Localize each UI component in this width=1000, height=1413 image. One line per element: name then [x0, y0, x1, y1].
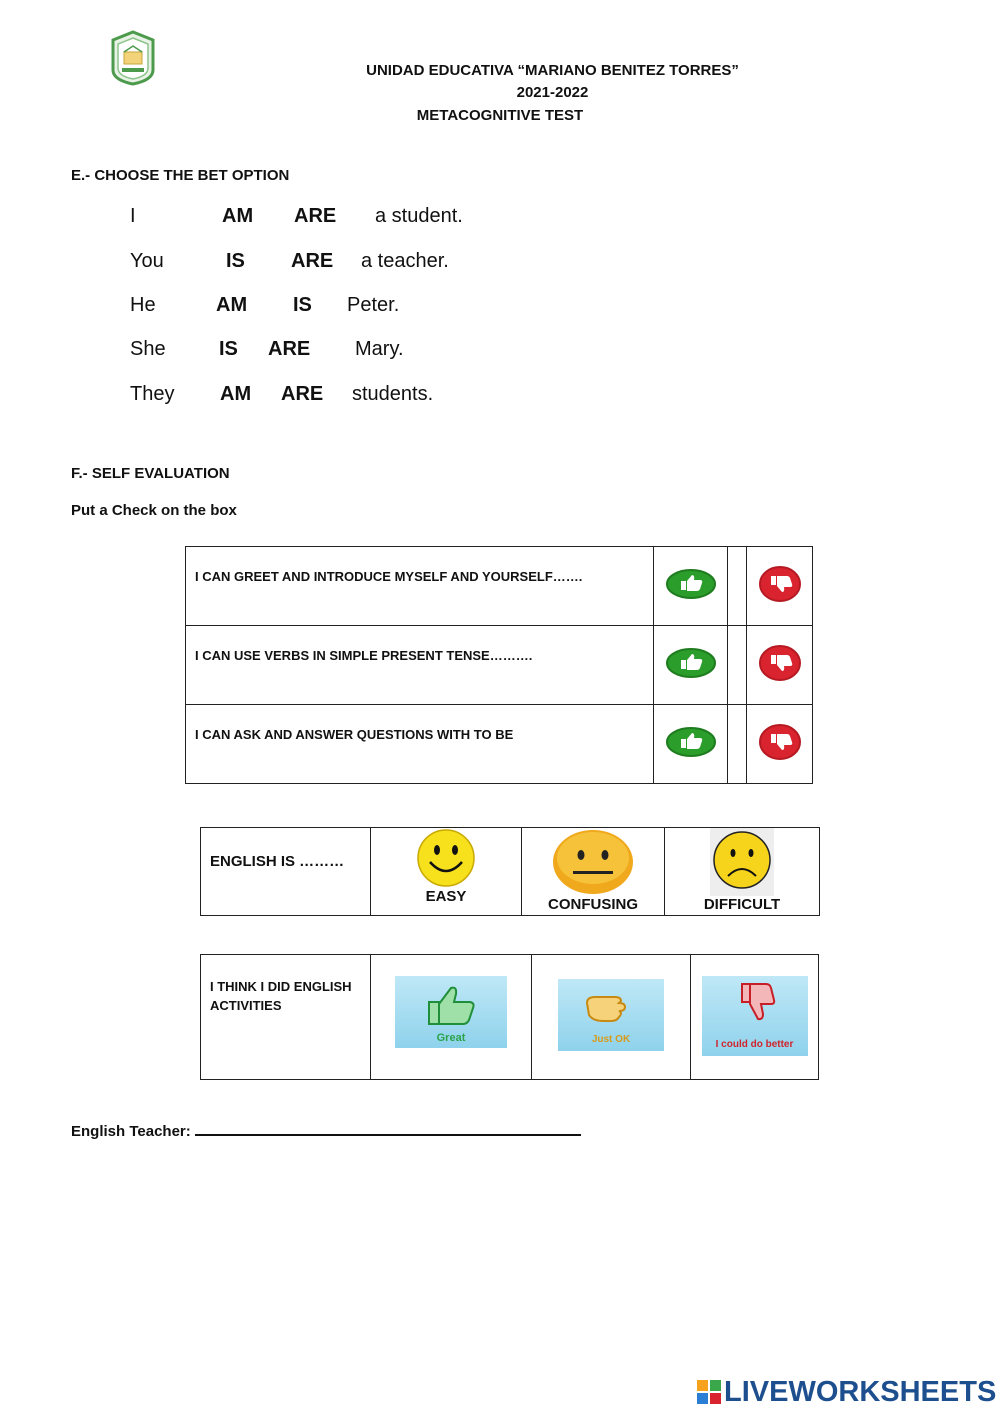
- signature-field[interactable]: [195, 1120, 581, 1136]
- could-do-better-option[interactable]: [691, 955, 819, 1080]
- option-am[interactable]: AM: [220, 383, 252, 405]
- question-rest: Mary.: [355, 338, 404, 360]
- activities-table: [200, 954, 819, 1080]
- question-rest: a teacher.: [361, 250, 449, 272]
- table-row: [186, 626, 813, 705]
- thumbs-down-checkbox[interactable]: [747, 626, 813, 705]
- thumbs-up-icon: [666, 568, 716, 600]
- great-option[interactable]: [371, 955, 532, 1080]
- activities-label: I THINK I DID ENGLISH ACTIVITIES: [201, 955, 371, 1080]
- just-ok-card: [558, 979, 664, 1051]
- smiley-neutral-icon: [551, 828, 635, 896]
- thumbs-down-checkbox[interactable]: [747, 705, 813, 784]
- easy-option[interactable]: [371, 828, 522, 916]
- table-row: [201, 828, 820, 916]
- thumbs-down-icon: [758, 723, 802, 761]
- table-row: [186, 705, 813, 784]
- question-rest: Peter.: [347, 294, 400, 316]
- can-do-table: [185, 546, 813, 784]
- thumbs-down-outline-icon: [730, 980, 780, 1032]
- option-are[interactable]: ARE: [268, 338, 311, 360]
- question-subject: She: [130, 338, 166, 360]
- difficult-option[interactable]: [665, 828, 820, 916]
- smiley-sad-icon: [710, 828, 774, 896]
- question-subject: They: [130, 383, 175, 405]
- option-am[interactable]: AM: [216, 294, 248, 316]
- option-is[interactable]: IS: [219, 338, 238, 360]
- thumbs-down-icon: [758, 644, 802, 682]
- option-am[interactable]: AM: [222, 205, 254, 227]
- test-title: METACOGNITIVE TEST: [416, 107, 584, 124]
- just-ok-option[interactable]: [532, 955, 691, 1080]
- great-card: [395, 976, 507, 1048]
- table-row: [186, 547, 813, 626]
- section-e-title: E.- CHOOSE THE BET OPTION: [71, 167, 290, 184]
- thumbs-sideways-icon: [581, 985, 641, 1029]
- thumbs-up-outline-icon: [421, 980, 481, 1028]
- table-row: [201, 955, 819, 1080]
- thumbs-up-checkbox[interactable]: [654, 626, 728, 705]
- section-f-title: F.- SELF EVALUATION: [71, 465, 230, 482]
- teacher-signature-line: [71, 1120, 581, 1140]
- school-logo-icon: [110, 30, 156, 86]
- english-is-label: ENGLISH IS ………: [201, 828, 371, 916]
- thumbs-down-checkbox[interactable]: [747, 547, 813, 626]
- could-do-better-card: [702, 976, 808, 1056]
- question-rest: a student.: [375, 205, 463, 227]
- option-are[interactable]: ARE: [291, 250, 334, 272]
- liveworksheets-logo: [697, 1376, 996, 1409]
- confusing-option[interactable]: [522, 828, 665, 916]
- school-name: UNIDAD EDUCATIVA “MARIANO BENITEZ TORRES”: [366, 62, 739, 79]
- check-box[interactable]: [728, 705, 747, 784]
- liveworksheets-icon: [697, 1380, 721, 1404]
- thumbs-up-checkbox[interactable]: [654, 547, 728, 626]
- easy-label: EASY: [425, 888, 467, 905]
- teacher-label: English Teacher:: [71, 1123, 191, 1140]
- question-subject: I: [130, 205, 136, 227]
- thumbs-down-icon: [758, 565, 802, 603]
- question-rest: students.: [352, 383, 434, 405]
- thumbs-up-icon: [666, 647, 716, 679]
- great-label: Great: [436, 1032, 466, 1044]
- brand-text: LIVEWORKSHEETS: [724, 1376, 997, 1408]
- section-f-instruction: Put a Check on the box: [71, 502, 237, 519]
- question-subject: He: [130, 294, 156, 316]
- question-row: [130, 205, 136, 228]
- could-do-better-label: I could do better: [715, 1039, 794, 1050]
- question-subject: You: [130, 250, 164, 272]
- difficult-label: DIFFICULT: [703, 896, 781, 913]
- smiley-happy-icon: [414, 828, 478, 888]
- check-box[interactable]: [728, 547, 747, 626]
- option-is[interactable]: IS: [226, 250, 245, 272]
- confusing-label: CONFUSING: [548, 896, 638, 913]
- english-is-table: [200, 827, 820, 916]
- check-box[interactable]: [728, 626, 747, 705]
- just-ok-label: Just OK: [591, 1034, 631, 1045]
- option-are[interactable]: ARE: [281, 383, 324, 405]
- option-are[interactable]: ARE: [294, 205, 337, 227]
- can-statement: I CAN USE VERBS IN SIMPLE PRESENT TENSE……….: [186, 626, 654, 705]
- can-statement: I CAN GREET AND INTRODUCE MYSELF AND YOURSELF…….: [186, 547, 654, 626]
- option-is[interactable]: IS: [293, 294, 312, 316]
- can-statement: I CAN ASK AND ANSWER QUESTIONS WITH TO BE: [186, 705, 654, 784]
- school-year: 2021-2022: [516, 84, 589, 101]
- thumbs-up-icon: [666, 726, 716, 758]
- thumbs-up-checkbox[interactable]: [654, 705, 728, 784]
